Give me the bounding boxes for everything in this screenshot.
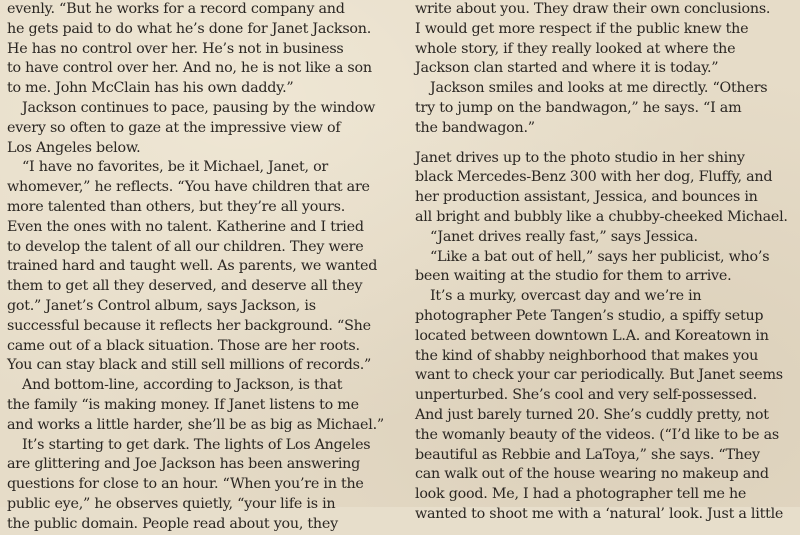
text-line: Los Angeles below. bbox=[7, 139, 141, 156]
text-line: Even the ones with no talent. Katherine and I tried bbox=[7, 218, 364, 235]
text-line: Jackson smiles and looks at me directly. “Others bbox=[430, 80, 768, 97]
text-line: to have control over her. And no, he is not like a son bbox=[7, 60, 372, 77]
text-line: can walk out of the house wearing no makeup and bbox=[415, 466, 769, 483]
text-line: Jackson clan started and where it is today.” bbox=[415, 60, 719, 77]
text-line: questions for close to an hour. “When you’re in the bbox=[7, 476, 364, 493]
left-text-column bbox=[7, 0, 394, 532]
text-line: the womanly beauty of the videos. (“I’d like to be as bbox=[415, 426, 779, 443]
text-line: got.” Janet’s Control album, says Jackson, is bbox=[7, 297, 316, 314]
text-line: want to check your car periodically. But Janet seems bbox=[415, 367, 783, 384]
text-line: them to get all they deserved, and deserve all they bbox=[7, 278, 363, 295]
text-line: the family “is making money. If Janet listens to me bbox=[7, 396, 359, 413]
text-line: look good. Me, I had a photographer tell me he bbox=[415, 486, 747, 503]
text-line: every so often to gaze at the impressive view of bbox=[7, 119, 341, 136]
text-line: You can stay black and still sell millions of records.” bbox=[7, 357, 372, 374]
text-line: unperturbed. She’s cool and very self-possessed. bbox=[415, 387, 757, 404]
text-line: the bandwagon.” bbox=[415, 119, 535, 136]
text-line: whole story, if they really looked at where the bbox=[415, 40, 736, 57]
text-line: It’s a murky, overcast day and we’re in bbox=[430, 288, 702, 305]
text-line: came out of a black situation. Those are her roots. bbox=[7, 337, 360, 354]
text-line: Jackson continues to pace, pausing by the window bbox=[22, 99, 376, 116]
text-line: whomever,” he reflects. “You have children that are bbox=[7, 179, 370, 196]
text-line: and works a little harder, she’ll be as big as Michael.” bbox=[7, 416, 384, 433]
text-line: It’s starting to get dark. The lights of Los Angeles bbox=[22, 436, 371, 453]
text-line: to develop the talent of all our children. They were bbox=[7, 238, 364, 255]
text-line: are glittering and Joe Jackson has been answering bbox=[7, 456, 361, 473]
text-line: to me. John McClain has his own daddy.” bbox=[7, 80, 294, 97]
right-text-column bbox=[415, 0, 797, 522]
text-line: the public domain. People read about you, they bbox=[7, 515, 338, 532]
text-line: evenly. “But he works for a record company and bbox=[7, 1, 345, 17]
text-line: successful because it reflects her background. “She bbox=[7, 317, 371, 334]
text-line: her production assistant, Jessica, and bounces in bbox=[415, 189, 758, 206]
text-line: wanted to shoot me with a ‘natural’ look. Just a little bbox=[415, 505, 784, 522]
text-line: “I have no favorites, be it Michael, Janet, or bbox=[22, 159, 329, 176]
text-line: try to jump on the bandwagon,” he says. “I am bbox=[415, 99, 742, 116]
text-line: the kind of shabby neighborhood that makes you bbox=[415, 347, 759, 364]
text-line: he gets paid to do what he’s done for Janet Jackson. bbox=[7, 20, 372, 37]
text-line: located between downtown L.A. and Koreatown in bbox=[415, 327, 769, 344]
text-line: been waiting at the studio for them to arrive. bbox=[415, 268, 732, 285]
text-line: “Like a bat out of hell,” says her publicist, who’s bbox=[430, 248, 770, 265]
text-line: public eye,” he observes quietly, “your life is in bbox=[7, 495, 336, 512]
text-line: “Janet drives really fast,” says Jessica. bbox=[430, 228, 698, 245]
text-line: more talented than others, but they’re all yours. bbox=[7, 198, 346, 215]
text-line: black Mercedes-Benz 300 with her dog, Fluffy, and bbox=[415, 169, 773, 186]
text-line: And bottom-line, according to Jackson, is that bbox=[22, 377, 343, 394]
text-line: write about you. They draw their own conclusions. bbox=[415, 1, 771, 17]
text-line: Janet drives up to the photo studio in her shiny bbox=[415, 149, 745, 166]
text-line: He has no control over her. He’s not in business bbox=[7, 40, 344, 57]
text-line: beautiful as Rebbie and LaToya,” she says. “They bbox=[415, 446, 760, 463]
text-line: all bright and bubbly like a chubby-cheeked Michael. bbox=[415, 208, 788, 225]
text-line: I would get more respect if the public knew the bbox=[415, 20, 749, 37]
text-line: trained hard and taught well. As parents, we wanted bbox=[7, 258, 378, 275]
text-line: And just barely turned 20. She’s cuddly pretty, not bbox=[415, 406, 769, 423]
text-line: photographer Pete Tangen’s studio, a spiffy setup bbox=[415, 307, 764, 324]
